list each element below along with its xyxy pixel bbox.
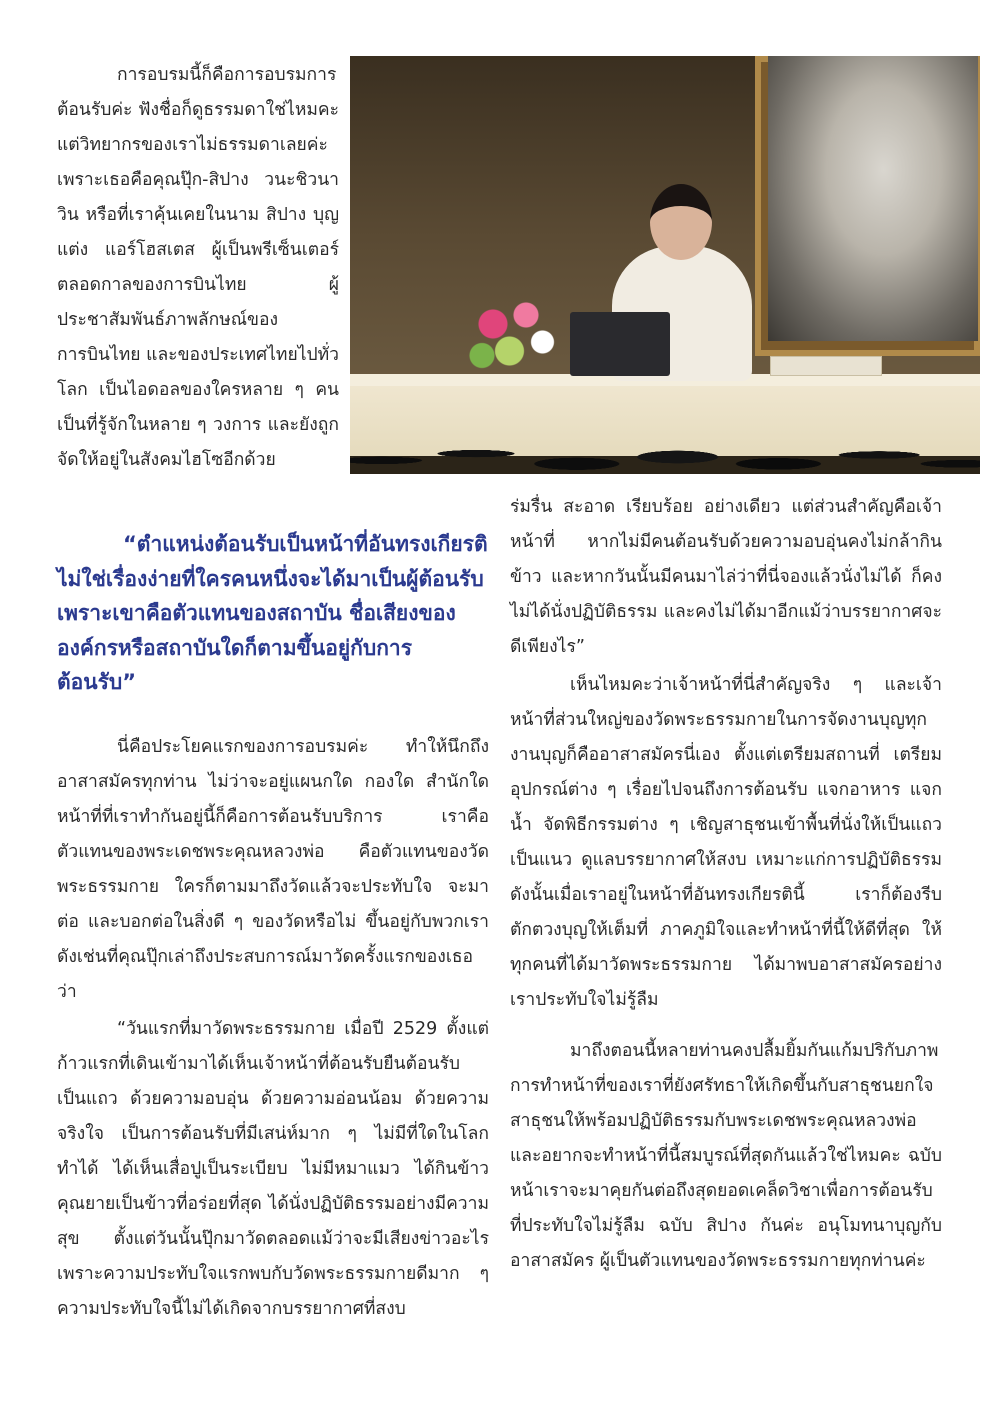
left-paragraph-2: “วันแรกที่มาวัดพระธรรมกาย เมื่อปี 2529 ตั้งแต่ก้าวแรกที่เดินเข้ามาได้เห็นเจ้าหน้าที่ต้อนรับยืนต้อนรับเป็นแถว ด้วยความอบอุ่น ด้วยความอ่อนน้อม ด้วยความจริงใจ เป็นการต้อนรับที่มีเสน่ห์มาก ๆ ไม่มีที่ใดในโลกทำได้ ได้เห็นเสื่อปูเป็นระเบียบ ไม่มีหมาแมว ได้กินข้าวคุณยายเป็นข้าวที่อร่อยที่สุด ได้นั่งปฏิบัติธรรมอย่างมีความสุข ตั้งแต่วันนั้นปุ๊กมาวัดตลอดแม้ว่าจะมีเสียงข่าวอะไร เพราะความประทับใจแรกพบกับวัดพระธรรมกายดีมาก ๆ ความประทับใจนี้ไม่ได้เกิดจากบรรยากาศที่สงบ (57, 1019, 489, 1319)
audience-silhouettes (350, 406, 980, 474)
right-paragraph-1: ร่มรื่น สะอาด เรียบร้อย อย่างเดียว แต่ส่วนสำคัญคือเจ้าหน้าที่ หากไม่มีคนต้อนรับด้วยความอบอุ่นคงไม่กล้ากินข้าว และหากวันนั้นมีคนมาไล่ว่าที่นี่จองแล้วนั่งไม่ได้ ก็คงไม่ได้นั่งปฏิบัติธรรม และคงไม่ได้มาอีกแม้ว่าบรรยากาศจะดีเพียงไร” (510, 497, 942, 657)
monk-portrait (768, 56, 978, 341)
flower-arrangement (460, 288, 570, 378)
left-paragraph-1: นี่คือประโยคแรกของการอบรมค่ะ ทำให้นึกถึงอาสาสมัครทุกท่าน ไม่ว่าจะอยู่แผนกใด กองใด สำนักใด หน้าที่ที่เราทำกันอยู่นี้ก็คือการต้อนรับบริการ เราคือตัวแทนของพระเดชพระคุณหลวงพ่อ คือตัวแทนของวัดพระธรรมกาย ใครก็ตามมาถึงวัดแล้วจะประทับใจ จะมาต่อ และบอกต่อในสิ่งดี ๆ ของวัดหรือไม่ ขึ้นอยู่กับพวกเรา ดังเช่นที่คุณปุ๊กเล่าถึงประสบการณ์มาวัดครั้งแรกของเธอว่า (57, 737, 489, 1002)
intro-paragraph: การอบรมนี้ก็คือการอบรมการต้อนรับค่ะ ฟังชื่อก็ดูธรรมดาใช่ไหมคะ แต่วิทยากรของเราไม่ธรรมดาเลยค่ะ เพราะเธอคือคุณปุ๊ก-สิปาง วนะชิวนาวิน หรือที่เราคุ้นเคยในนาม สิปาง บุญแต่ง แอร์โฮสเตส ผู้เป็นพรีเซ็นเตอร์ตลอดกาลของการบินไทย ผู้ประชาสัมพันธ์ภาพลักษณ์ของการบินไทย และของประเทศไทยไปทั่วโลก เป็นไอดอลของใครหลาย ๆ คน เป็นที่รู้จักในหลาย ๆ วงการ และยังถูกจัดให้อยู่ในสังคมไฮโซอีกด้วย (57, 65, 339, 470)
speaker-head (650, 184, 712, 260)
right-paragraph-2: เห็นไหมคะว่าเจ้าหน้าที่นี่สำคัญจริง ๆ และเจ้าหน้าที่ส่วนใหญ่ของวัดพระธรรมกายในการจัดงานบุญทุกงานบุญก็คืออาสาสมัครนี่เอง ตั้งแต่เตรียมสถานที่ เตรียมอุปกรณ์ต่าง ๆ เรื่อยไปจนถึงการต้อนรับ แจกอาหาร แจกน้ำ จัดพิธีกรรมต่าง ๆ เชิญสาธุชนเข้าพื้นที่นั่งให้เป็นแถวเป็นแนว ดูแลบรรยากาศให้สงบ เหมาะแก่การปฏิบัติธรรม ดังนั้นเมื่อเราอยู่ในหน้าที่อันทรงเกียรตินี้ เราก็ต้องรีบตักตวงบุญให้เต็มที่ ภาคภูมิใจและทำหน้าที่นี้ให้ดีที่สุด ให้ทุกคนที่ได้มาวัดพระธรรมกาย ได้มาพบอาสาสมัครอย่างเราประทับใจไม่รู้ลืม (510, 675, 942, 1010)
laptop (570, 312, 670, 376)
right-paragraph-3: มาถึงตอนนี้หลายท่านคงปลื้มยิ้มกันแก้มปริกับภาพการทำหน้าที่ของเราที่ยังศรัทธาให้เกิดขึ้นกับสาธุชนยกใจสาธุชนให้พร้อมปฏิบัติธรรมกับพระเดชพระคุณหลวงพ่อ และอยากจะทำหน้าที่นี้สมบูรณ์ที่สุดกันแล้วใช่ไหมคะ ฉบับหน้าเราจะมาคุยกันต่อถึงสุดยอดเคล็ดวิชาเพื่อการต้อนรับที่ประทับใจไม่รู้ลืม ฉบับ สิปาง กันค่ะ อนุโมทนาบุญกับอาสาสมัคร ผู้เป็นตัวแทนของวัดพระธรรมกายทุกท่านค่ะ (510, 1041, 942, 1271)
seminar-photo (350, 56, 980, 474)
pull-quote: “ตำแหน่งต้อนรับเป็นหน้าที่อันทรงเกียรติ ไม่ใช่เรื่องง่ายที่ใครคนหนึ่งจะได้มาเป็นผู้ต้อนรับ เพราะเขาคือตัวแทนของสถาบัน ชื่อเสียงขององค์กรหรือสถาบันใดก็ตามขึ้นอยู่กับการต้อนรับ” (57, 532, 488, 694)
name-plate (770, 356, 882, 376)
